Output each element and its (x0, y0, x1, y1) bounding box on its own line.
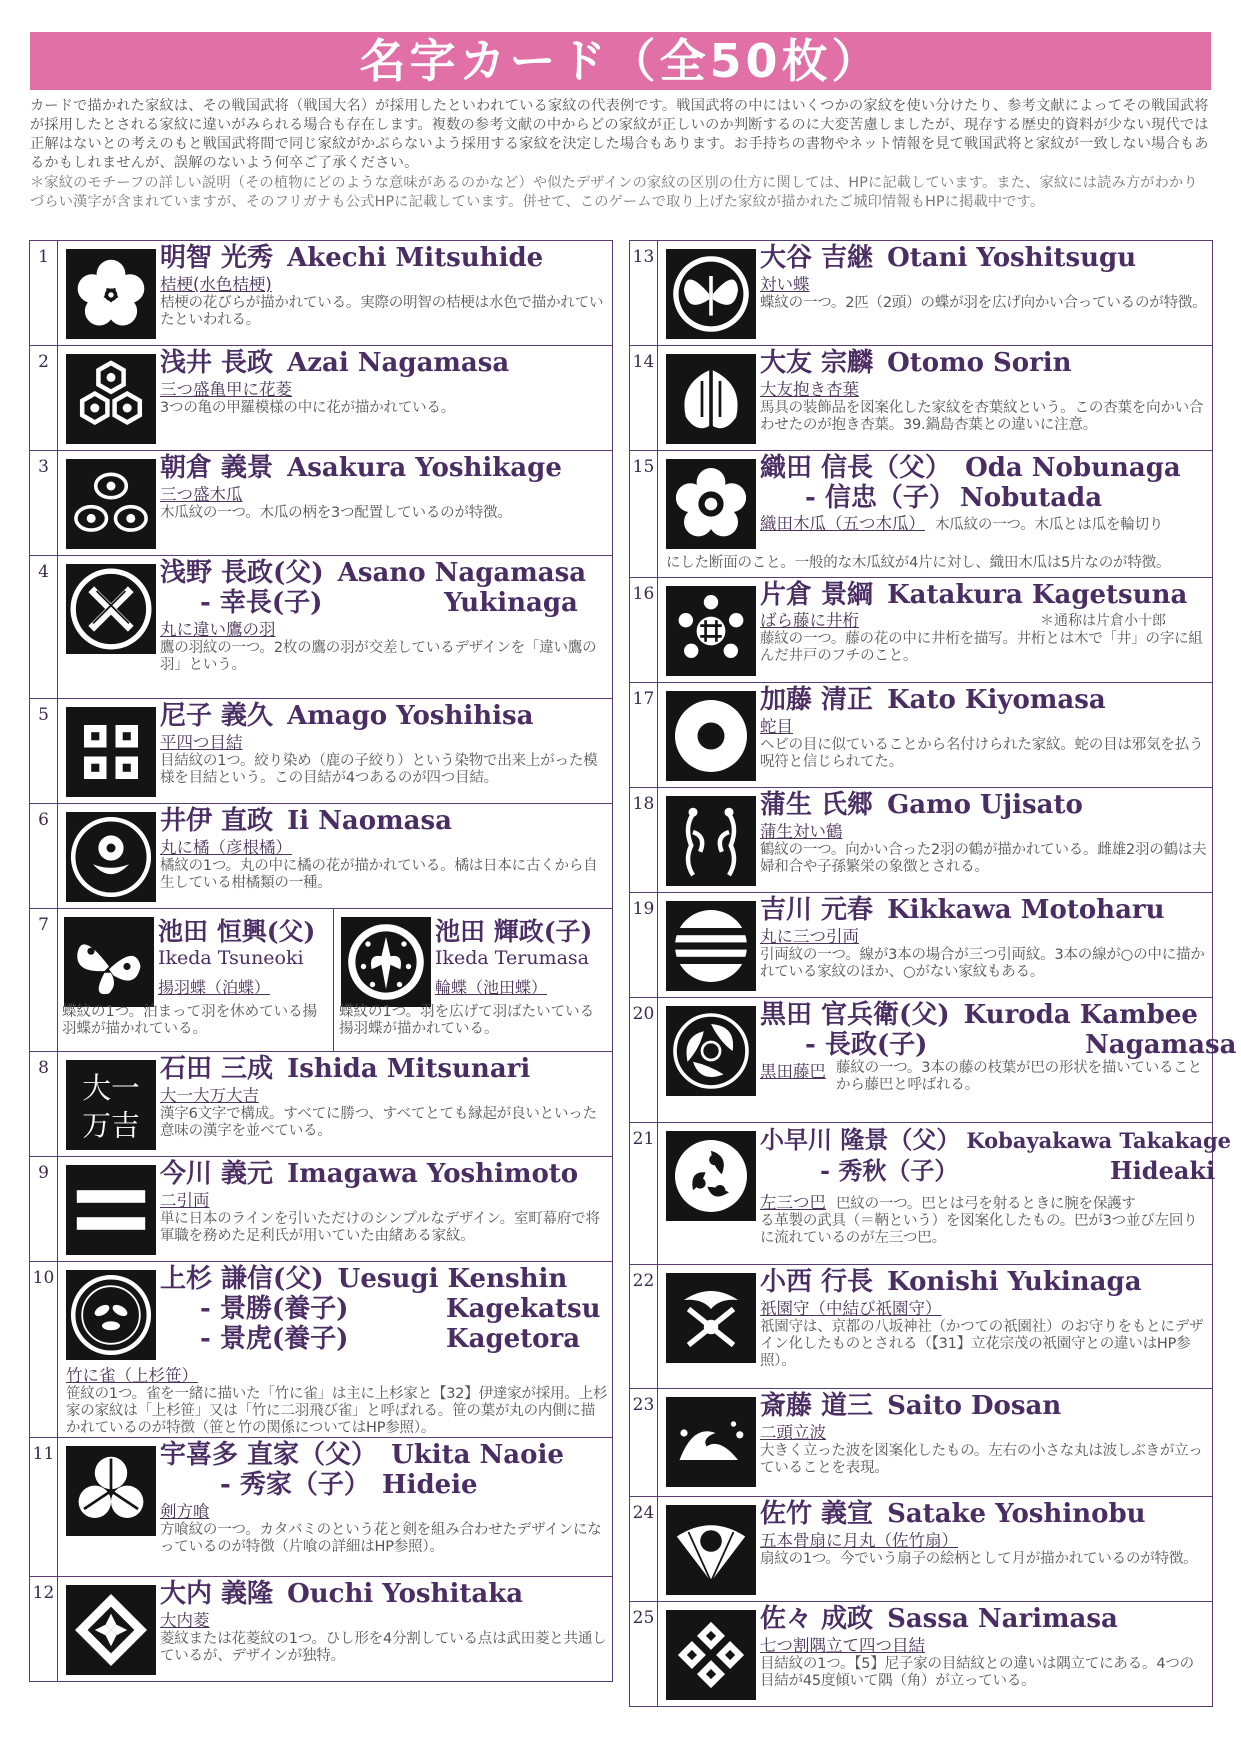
crest-description: 馬具の装飾品を図案化した家紋を杏葉紋という。この杏葉を向かい合わせたのが抱き杏葉。39.鍋島杏葉との違いに注意。 (760, 400, 1204, 433)
crest-description: 木瓜紋の一つ。木瓜の柄を3つ配置しているのが特徴。 (160, 505, 512, 521)
card-number: 22 (630, 1265, 658, 1388)
warlord-name: 朝倉 義景 (160, 453, 274, 483)
crest-description: 目結紋の1つ。絞り染め（鹿の子絞り）という染物で出来上がった模様を目結という。この目結が4つあるのが四つ目結。 (160, 753, 598, 786)
successor-name: - 長政(子) (805, 1030, 928, 1060)
crest-description: 鶴紋の一つ。向かい合った2羽の鶴が描かれている。雌雄2羽の鶴は夫婦和合や子孫繁栄の象徴とされる。 (760, 842, 1207, 875)
card-6 (30, 804, 612, 909)
kikyo-crest-icon (66, 249, 156, 339)
warlord-romaji: Katakura Kagetsuna (887, 580, 1188, 610)
warlord-romaji: Kato Kiyomasa (887, 685, 1106, 715)
warlord-name: 浅野 長政(父) (160, 558, 324, 588)
mukai-cho-crest-icon (666, 249, 756, 339)
card-25 (630, 1602, 1212, 1707)
crest-description: 橘紋の1つ。丸の中に橘の花が描かれている。橘は日本に古くから自生している柑橘類の一種。 (160, 858, 598, 891)
successor-name: - 景勝(養子) (200, 1294, 349, 1324)
card-19 (630, 893, 1212, 998)
successor-romaji: Hideaki (1110, 1156, 1216, 1185)
card-number: 9 (30, 1157, 58, 1261)
warlord-romaji: Sassa Narimasa (887, 1604, 1118, 1634)
card-7 (30, 909, 612, 1052)
warlord-name: 佐々 成政 (760, 1604, 874, 1634)
crest-description: 大きく立った波を図案化したもの。左右の小さな丸は波しぶきが立っていることを表現。 (760, 1443, 1203, 1476)
crest-name: ばら藤に井桁 (760, 611, 859, 630)
successor-name: - 秀家（子） (220, 1470, 370, 1500)
page-title: 名字カード（全50枚） (30, 32, 1211, 90)
card-number: 17 (630, 683, 658, 787)
card-number: 23 (630, 1389, 658, 1496)
tsuru-crest-icon (666, 796, 756, 886)
card-11 (30, 1438, 612, 1577)
card-2 (30, 346, 612, 451)
ageha-crest-icon (64, 917, 154, 1007)
tatenami-crest-icon (666, 1397, 756, 1487)
card-number: 20 (630, 998, 658, 1122)
crest-name: 二引両 (160, 1191, 210, 1210)
crest-description: 祇園守は、京都の八坂神社（かつての祇園社）のお守りをもとにデザイン化したものとされる（【31】立花宗茂の祇園守との違いはHP参照）。 (760, 1319, 1204, 1369)
nibiki-crest-icon (66, 1165, 156, 1255)
crest-name: 五本骨扇に月丸（佐竹扇） (760, 1531, 958, 1550)
warlord-name: 尼子 義久 (160, 701, 274, 731)
janome-crest-icon (666, 691, 756, 781)
crest-description: 単に日本のラインを引いただけのシンプルなデザイン。室町幕府で将軍職を務めた足利氏が用いていた由緒ある家紋。 (160, 1211, 600, 1244)
warlord-romaji: Saito Dosan (887, 1391, 1062, 1421)
crest-description: 3つの亀の甲羅模様の中に花が描かれている。 (160, 400, 456, 416)
warlord-name: 片倉 景綱 (760, 580, 874, 610)
ogi-crest-icon (666, 1505, 756, 1595)
card-3 (30, 451, 612, 556)
card-number: 10 (30, 1262, 58, 1437)
successor-romaji: Kagetora (446, 1324, 581, 1354)
sumitate-meyui-crest-icon (666, 1610, 756, 1700)
crest-name: 丸に橘（彦根橘） (160, 838, 292, 857)
nickname-note: ＊通称は片倉小十郎 (1040, 613, 1166, 629)
warlord-romaji: Kobayakawa Takakage (966, 1128, 1231, 1153)
card-7-father (58, 909, 334, 1051)
warlord-romaji: Ouchi Yoshitaka (287, 1579, 524, 1609)
katabami-crest-icon (66, 1446, 156, 1536)
crest-name: 桔梗(水色桔梗) (160, 275, 272, 294)
ouchi-bishi-crest-icon (66, 1585, 156, 1675)
crest-description: 鷹の羽紋の一つ。2枚の鷹の羽が交差しているデザインを「違い鷹の羽」という。 (160, 640, 597, 673)
wacho-crest-icon (341, 917, 431, 1007)
card-number: 16 (630, 578, 658, 682)
card-8 (30, 1052, 612, 1157)
warlord-romaji: Azai Nagamasa (287, 348, 510, 378)
warlord-name: 蒲生 氏郷 (760, 790, 874, 820)
crest-name: 黒田藤巴 (760, 1062, 826, 1081)
successor-name: - 信忠（子） (805, 483, 955, 513)
successor-name: - 秀秋（子） (820, 1156, 959, 1185)
gionmamori-crest-icon (666, 1273, 756, 1363)
card-20 (630, 998, 1237, 1123)
crest-description-lead: 木瓜紋の一つ。木瓜とは瓜を輪切り (935, 517, 1164, 533)
crest-name: 蛇目 (760, 717, 793, 736)
card-number: 5 (30, 699, 58, 803)
daiichi-crest-icon (66, 1060, 156, 1150)
warlord-name: 宇喜多 直家（父） (160, 1440, 378, 1470)
warlord-name: 大友 宗麟 (760, 348, 874, 378)
crest-name: 剣方喰 (160, 1502, 210, 1521)
warlord-romaji: Ikeda Terumasa (435, 947, 589, 969)
fuji-igeta-crest-icon (666, 586, 756, 676)
crest-name: 大一大万大吉 (160, 1086, 259, 1105)
card-number: 2 (30, 346, 58, 450)
warlord-name: 黒田 官兵衛(父) (760, 1000, 950, 1030)
card-number: 21 (630, 1123, 658, 1264)
card-number: 1 (30, 241, 58, 345)
crest-description: 桔梗の花びらが描かれている。実際の明智の桔梗は水色で描かれていたといわれる。 (160, 295, 604, 328)
warlord-name: 池田 恒興(父) (158, 917, 316, 946)
card-24 (630, 1497, 1212, 1602)
card-23 (630, 1389, 1212, 1497)
warlord-name: 加藤 清正 (760, 685, 874, 715)
card-number: 13 (630, 241, 658, 345)
crest-name: 織田木瓜（五つ木瓜） (760, 514, 925, 533)
crest-name: 大内菱 (160, 1611, 210, 1630)
left-card-column (29, 240, 613, 1682)
intro-paragraph: カードで描かれた家紋は、その戦国武将（戦国大名）が採用したといわれている家紋の代表例です。戦国武将の中にはいくつかの家紋を使い分けたり、参考文献によってその戦国武将が採用したとされる家紋に違いがみられる場合も存在します。複数の参考文献の中からどの家紋が正しいのか判断するのに大変苦慮しましたが、現存する歴史的資料が少ない現代では正解はないとの考えのもと戦国武将間で同じ家紋がかぶらないよう採用する家紋を決定した場合もあります。お手持ちの書物やネット情報を見て戦国武将と家紋が一致しない場合もあるかもしれませんが、誤解のないよう何卒ご了承ください。 (30, 98, 1209, 171)
warlord-romaji: Satake Yoshinobu (887, 1499, 1146, 1529)
warlord-name: 吉川 元春 (760, 895, 874, 925)
mitsudomoe-crest-icon (666, 1131, 756, 1221)
crest-name: 揚羽蝶（泊蝶） (158, 978, 271, 997)
card-number: 19 (630, 893, 658, 997)
mitsubiki-crest-icon (666, 901, 756, 991)
take-suzume-crest-icon (66, 1270, 156, 1360)
card-number: 12 (30, 1577, 58, 1681)
crest-description: 笹紋の1つ。雀を一緒に描いた「竹に雀」は主に上杉家と【32】伊達家が採用。上杉家の家紋は「上杉笹」又は「竹に二羽飛び雀」と呼ばれる。笹の葉が丸の内側に描かれているのが特徴（笹と竹の関係についてはHP参照）。 (66, 1386, 608, 1436)
warlord-romaji: Akechi Mitsuhide (287, 243, 544, 273)
warlord-romaji: Gamo Ujisato (887, 790, 1083, 820)
card-21 (630, 1123, 1231, 1265)
card-14 (630, 346, 1212, 451)
crest-name: 竹に雀（上杉笹） (66, 1366, 198, 1385)
card-4 (30, 556, 612, 699)
warlord-name: 織田 信長（父） (760, 453, 952, 483)
card-7-son (335, 909, 610, 1051)
card-16 (630, 578, 1212, 683)
card-15 (630, 451, 1212, 578)
gyoyo-crest-icon (666, 354, 756, 444)
warlord-romaji: Konishi Yukinaga (887, 1267, 1142, 1297)
crest-name: 七つ割隅立て四つ目結 (760, 1636, 925, 1655)
warlord-name: 佐竹 義宣 (760, 1499, 874, 1529)
crest-name: 大友抱き杏葉 (760, 380, 859, 399)
warlord-romaji: Kikkawa Motoharu (887, 895, 1165, 925)
crest-description: 目結紋の1つ。【5】尼子家の目結紋との違いは隅立てにある。4つの目結が45度傾いて隅（角）が立っている。 (760, 1656, 1194, 1689)
crest-description: 菱紋または花菱紋の1つ。ひし形を4分割している点は武田菱と共通しているが、デザインが独特。 (160, 1631, 607, 1664)
card-number: 18 (630, 788, 658, 892)
warlord-name: 明智 光秀 (160, 243, 274, 273)
card-9 (30, 1157, 612, 1262)
crest-name: 三つ盛亀甲に花菱 (160, 380, 292, 399)
card-number: 7 (30, 909, 58, 1051)
oda-mokko-crest-icon (666, 459, 756, 549)
warlord-romaji: Imagawa Yoshimoto (287, 1159, 579, 1189)
successor-name: - 幸長(子) (200, 588, 323, 618)
warlord-romaji: Ishida Mitsunari (287, 1054, 531, 1084)
card-number: 4 (30, 556, 58, 698)
successor-romaji: Nobutada (960, 483, 1103, 513)
warlord-romaji: Otani Yoshitsugu (887, 243, 1137, 273)
crest-description: 漢字6文字で構成。すべてに勝つ、すべてとても縁起が良いといった意味の漢字を並べている。 (160, 1106, 597, 1139)
takanoha-crest-icon (66, 564, 156, 654)
card-number: 24 (630, 1497, 658, 1601)
warlord-name: 大谷 吉継 (760, 243, 874, 273)
crest-description: 蝶紋の1つ。羽を広げて羽ばたいている揚羽蝶が描かれている。 (339, 1004, 595, 1037)
mokko-crest-icon (66, 459, 156, 549)
card-18 (630, 788, 1212, 893)
crest-description: 方喰紋の一つ。カタバミのという花と剣を組み合わせたデザインになっているのが特徴（片喰の詳細はHP参照）。 (160, 1522, 602, 1555)
crest-description: にした断面のこと。一般的な木瓜紋が4片に対し、織田木瓜は5片なのが特徴。 (666, 555, 1171, 571)
card-number: 14 (630, 346, 658, 450)
warlord-romaji: Ukita Naoie (391, 1440, 564, 1470)
crest-name: 二頭立波 (760, 1423, 826, 1442)
crest-name: 丸に違い鷹の羽 (160, 620, 276, 639)
crest-description: 蝶紋の一つ。2匹（2頭）の蝶が羽を広げ向かい合っているのが特徴。 (760, 295, 1207, 311)
warlord-romaji: Kuroda Kambee (963, 1000, 1198, 1030)
warlord-romaji: Oda Nobunaga (965, 453, 1181, 483)
warlord-romaji: Ii Naomasa (287, 806, 452, 836)
crest-description: る革製の武具（＝鞆という）を図案化したもの。巴が3つ並び左回りに流れているのが左三つ巴。 (760, 1213, 1198, 1246)
warlord-name: 小早川 隆景（父） (760, 1125, 961, 1154)
crest-name: 対い蝶 (760, 275, 810, 294)
crest-description: 蝶紋の1つ。泊まって羽を休めている揚羽蝶が描かれている。 (62, 1004, 318, 1037)
card-12 (30, 1577, 612, 1682)
successor-romaji: Hideie (382, 1470, 478, 1500)
card-number: 15 (630, 451, 658, 577)
crest-description: 藤紋の一つ。3本の藤の枝葉が巴の形状を描いていることから藤巴と呼ばれる。 (836, 1060, 1202, 1093)
successor-romaji: Yukinaga (444, 588, 578, 618)
card-number: 8 (30, 1052, 58, 1156)
warlord-romaji: Asano Nagamasa (337, 558, 587, 588)
warlord-romaji: Ikeda Tsuneoki (158, 947, 304, 969)
card-1 (30, 241, 612, 346)
warlord-name: 池田 輝政(子) (435, 917, 593, 946)
successor-romaji: Kagekatsu (446, 1294, 601, 1324)
warlord-name: 上杉 謙信(父) (160, 1264, 324, 1294)
warlord-romaji: Amago Yoshihisa (287, 701, 534, 731)
kikko-crest-icon (66, 354, 156, 444)
crest-name: 平四つ目結 (160, 733, 243, 752)
crest-name: 祇園守（中結び祇園守） (760, 1299, 942, 1318)
warlord-name: 大内 義隆 (160, 1579, 274, 1609)
warlord-romaji: Uesugi Kenshin (337, 1264, 568, 1294)
card-number: 11 (30, 1438, 58, 1576)
crest-name: 丸に三つ引両 (760, 927, 859, 946)
crest-description: 扇紋の1つ。今でいう扇子の絵柄として月が描かれているのが特徴。 (760, 1551, 1198, 1567)
crest-description: ヘビの目に似ていることから名付けられた家紋。蛇の目は邪気を払う呪符と信じられてた。 (760, 737, 1204, 770)
warlord-name: 石田 三成 (160, 1054, 274, 1084)
warlord-name: 今川 義元 (160, 1159, 274, 1189)
crest-name: 三つ盛木瓜 (160, 485, 243, 504)
right-card-column (629, 240, 1237, 1707)
card-5 (30, 699, 612, 804)
warlord-romaji: Otomo Sorin (887, 348, 1072, 378)
successor-name: - 景虎(養子) (200, 1324, 349, 1354)
tachibana-crest-icon (66, 812, 156, 902)
warlord-name: 斎藤 道三 (760, 1391, 874, 1421)
crest-name: 左三つ巴 (760, 1193, 826, 1212)
fuji-tomoe-crest-icon (666, 1006, 756, 1096)
warlord-name: 小西 行長 (760, 1267, 874, 1297)
card-number: 6 (30, 804, 58, 908)
card-17 (630, 683, 1212, 788)
crest-description-lead: 巴紋の一つ。巴とは弓を射るときに腕を保護す (836, 1196, 1136, 1212)
crest-description: 藤紋の一つ。藤の花の中に井桁を描写。井桁とは木で「井」の字に組んだ井戸のフチのこと。 (760, 631, 1203, 664)
card-10 (30, 1262, 612, 1438)
warlord-name: 井伊 直政 (160, 806, 274, 836)
warlord-name: 浅井 長政 (160, 348, 274, 378)
card-number: 3 (30, 451, 58, 555)
intro-text (30, 97, 1212, 212)
warlord-romaji: Asakura Yoshikage (287, 453, 562, 483)
card-13 (630, 241, 1212, 346)
intro-note: ＊家紋のモチーフの詳しい説明（その植物にどのような意味があるのかなど）や似たデザインの家紋の区別の仕方に関しては、HPに記載しています。また、家紋には読み方がわかりづらい漢字が含まれていますが、そのフリガナも公式HPに記載しています。併せて、このゲームで取り上げた家紋が描かれたご城印情報もHPに掲載中です。 (30, 175, 1198, 210)
meyui-crest-icon (66, 707, 156, 797)
crest-name: 輪蝶（池田蝶） (435, 978, 548, 997)
crest-description: 引両紋の一つ。線が3本の場合が三つ引両紋。3本の線が○の中に描かれている家紋のほか、○がない家紋もある。 (760, 947, 1205, 980)
crest-name: 蒲生対い鶴 (760, 822, 843, 841)
card-number: 25 (630, 1602, 658, 1706)
successor-romaji: Nagamasa (1085, 1030, 1237, 1060)
card-22 (630, 1265, 1212, 1389)
